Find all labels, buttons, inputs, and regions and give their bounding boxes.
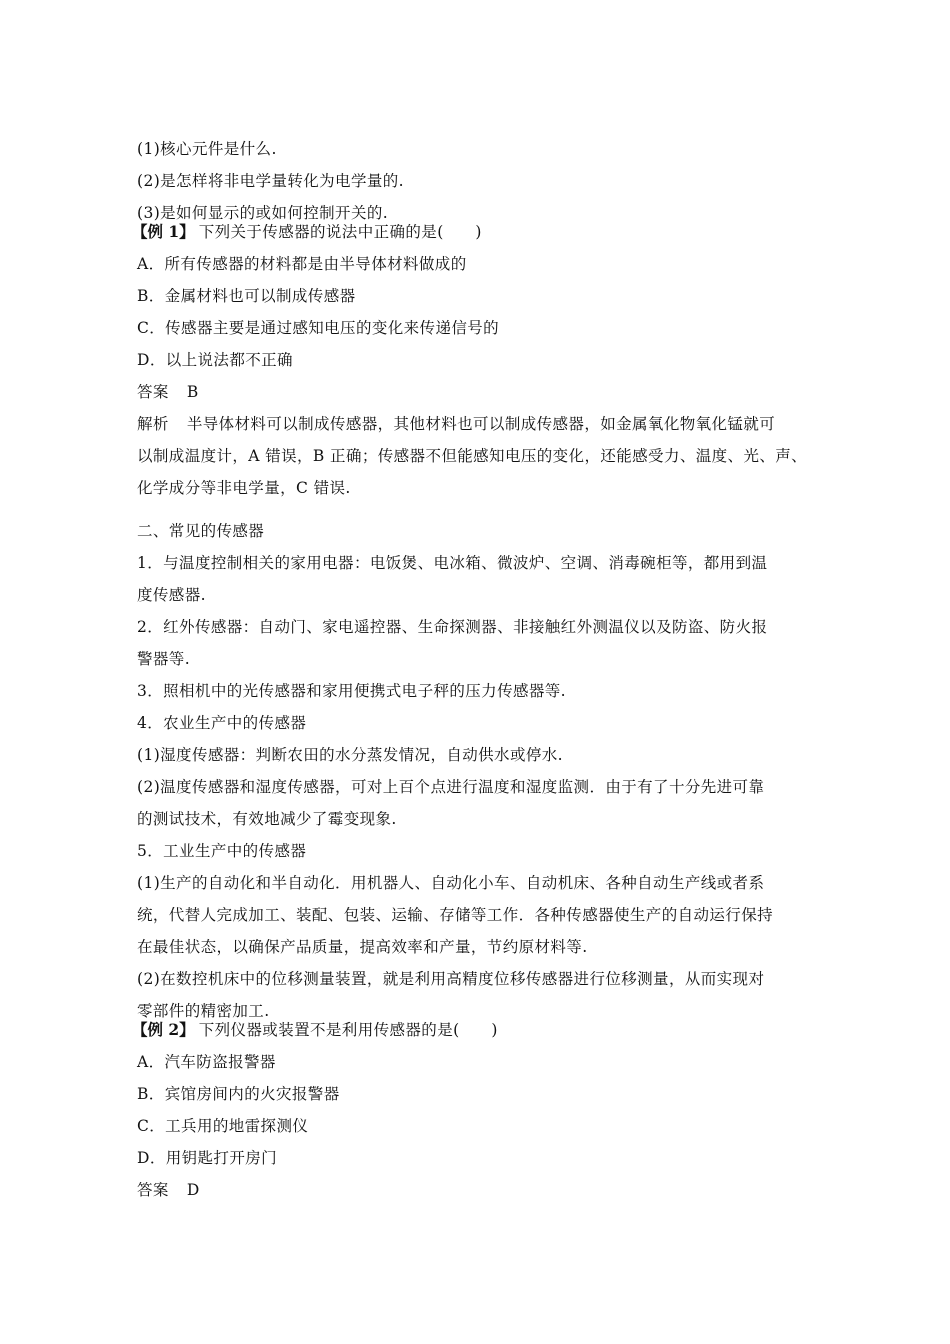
section-line: 1．与温度控制相关的家用电器：电饭煲、电冰箱、微波炉、空调、消毒碗柜等，都用到温	[137, 554, 768, 572]
section-line: 5．工业生产中的传感器	[137, 842, 307, 860]
example1-option-b: B．金属材料也可以制成传感器	[137, 287, 356, 305]
example1-analysis-line: 化学成分等非电学量，C 错误.	[137, 479, 351, 497]
section-line: 警器等.	[137, 650, 191, 668]
example1-question	[132, 222, 822, 242]
example2-tag: 【例 2】	[132, 1020, 195, 1039]
example2-question-text: 下列仪器或装置不是利用传感器的是( )	[198, 1021, 498, 1039]
answer-label: 答案	[137, 383, 169, 401]
example1-option-d: D．以上说法都不正确	[137, 351, 293, 369]
example1-analysis-line: 以制成温度计，A 错误，B 正确；传感器不但能感知电压的变化，还能感受力、温度、光、声、	[137, 447, 808, 465]
intro-line: (3)是如何显示的或如何控制开关的.	[137, 204, 389, 222]
section-line: 2．红外传感器：自动门、家电遥控器、生命探测器、非接触红外测温仪以及防盗、防火报	[137, 618, 768, 636]
example1-answer	[137, 382, 827, 402]
example1-option-a: A．所有传感器的材料都是由半导体材料做成的	[137, 255, 467, 273]
section-line: 零部件的精密加工.	[137, 1002, 270, 1020]
analysis-label: 解析	[137, 415, 169, 433]
example2-answer	[137, 1180, 827, 1200]
section-heading: 二、常见的传感器	[137, 522, 265, 540]
section-line: 在最佳状态，以确保产品质量，提高效率和产量，节约原材料等.	[137, 938, 588, 956]
section-line: 3．照相机中的光传感器和家用便携式电子秤的压力传感器等.	[137, 682, 566, 700]
section-line: (1)湿度传感器：判断农田的水分蒸发情况，自动供水或停水.	[137, 746, 563, 764]
example1-tag: 【例 1】	[132, 222, 195, 241]
section-line: (2)在数控机床中的位移测量装置，就是利用高精度位移传感器进行位移测量，从而实现对	[137, 970, 765, 988]
example1-question-text: 下列关于传感器的说法中正确的是( )	[198, 223, 482, 241]
answer-label: 答案	[137, 1181, 169, 1199]
section-line: (2)温度传感器和湿度传感器，可对上百个点进行温度和湿度监测．由于有了十分先进可靠	[137, 778, 765, 796]
answer-value: B	[186, 383, 199, 401]
analysis-text: 半导体材料可以制成传感器，其他材料也可以制成传感器，如金属氧化物氧化锰就可	[186, 415, 776, 433]
example2-option-d: D．用钥匙打开房门	[137, 1149, 278, 1167]
section-line: 4．农业生产中的传感器	[137, 714, 307, 732]
intro-line: (2)是怎样将非电学量转化为电学量的.	[137, 172, 404, 190]
section-line: 统，代替人完成加工、装配、包装、运输、存储等工作．各种传感器使生产的自动运行保持	[137, 906, 774, 924]
section-line: (1)生产的自动化和半自动化．用机器人、自动化小车、自动机床、各种自动生产线或者系	[137, 874, 765, 892]
section-line: 度传感器.	[137, 586, 206, 604]
example2-option-b: B．宾馆房间内的火灾报警器	[137, 1085, 340, 1103]
example2-option-a: A．汽车防盗报警器	[137, 1053, 276, 1071]
intro-line: (1)核心元件是什么.	[137, 140, 277, 158]
example1-option-c: C．传感器主要是通过感知电压的变化来传递信号的	[137, 319, 500, 337]
example2-option-c: C．工兵用的地雷探测仪	[137, 1117, 309, 1135]
section-line: 的测试技术，有效地减少了霉变现象.	[137, 810, 397, 828]
answer-value: D	[186, 1181, 200, 1199]
example2-question	[132, 1020, 822, 1040]
example1-analysis-line	[137, 414, 827, 434]
